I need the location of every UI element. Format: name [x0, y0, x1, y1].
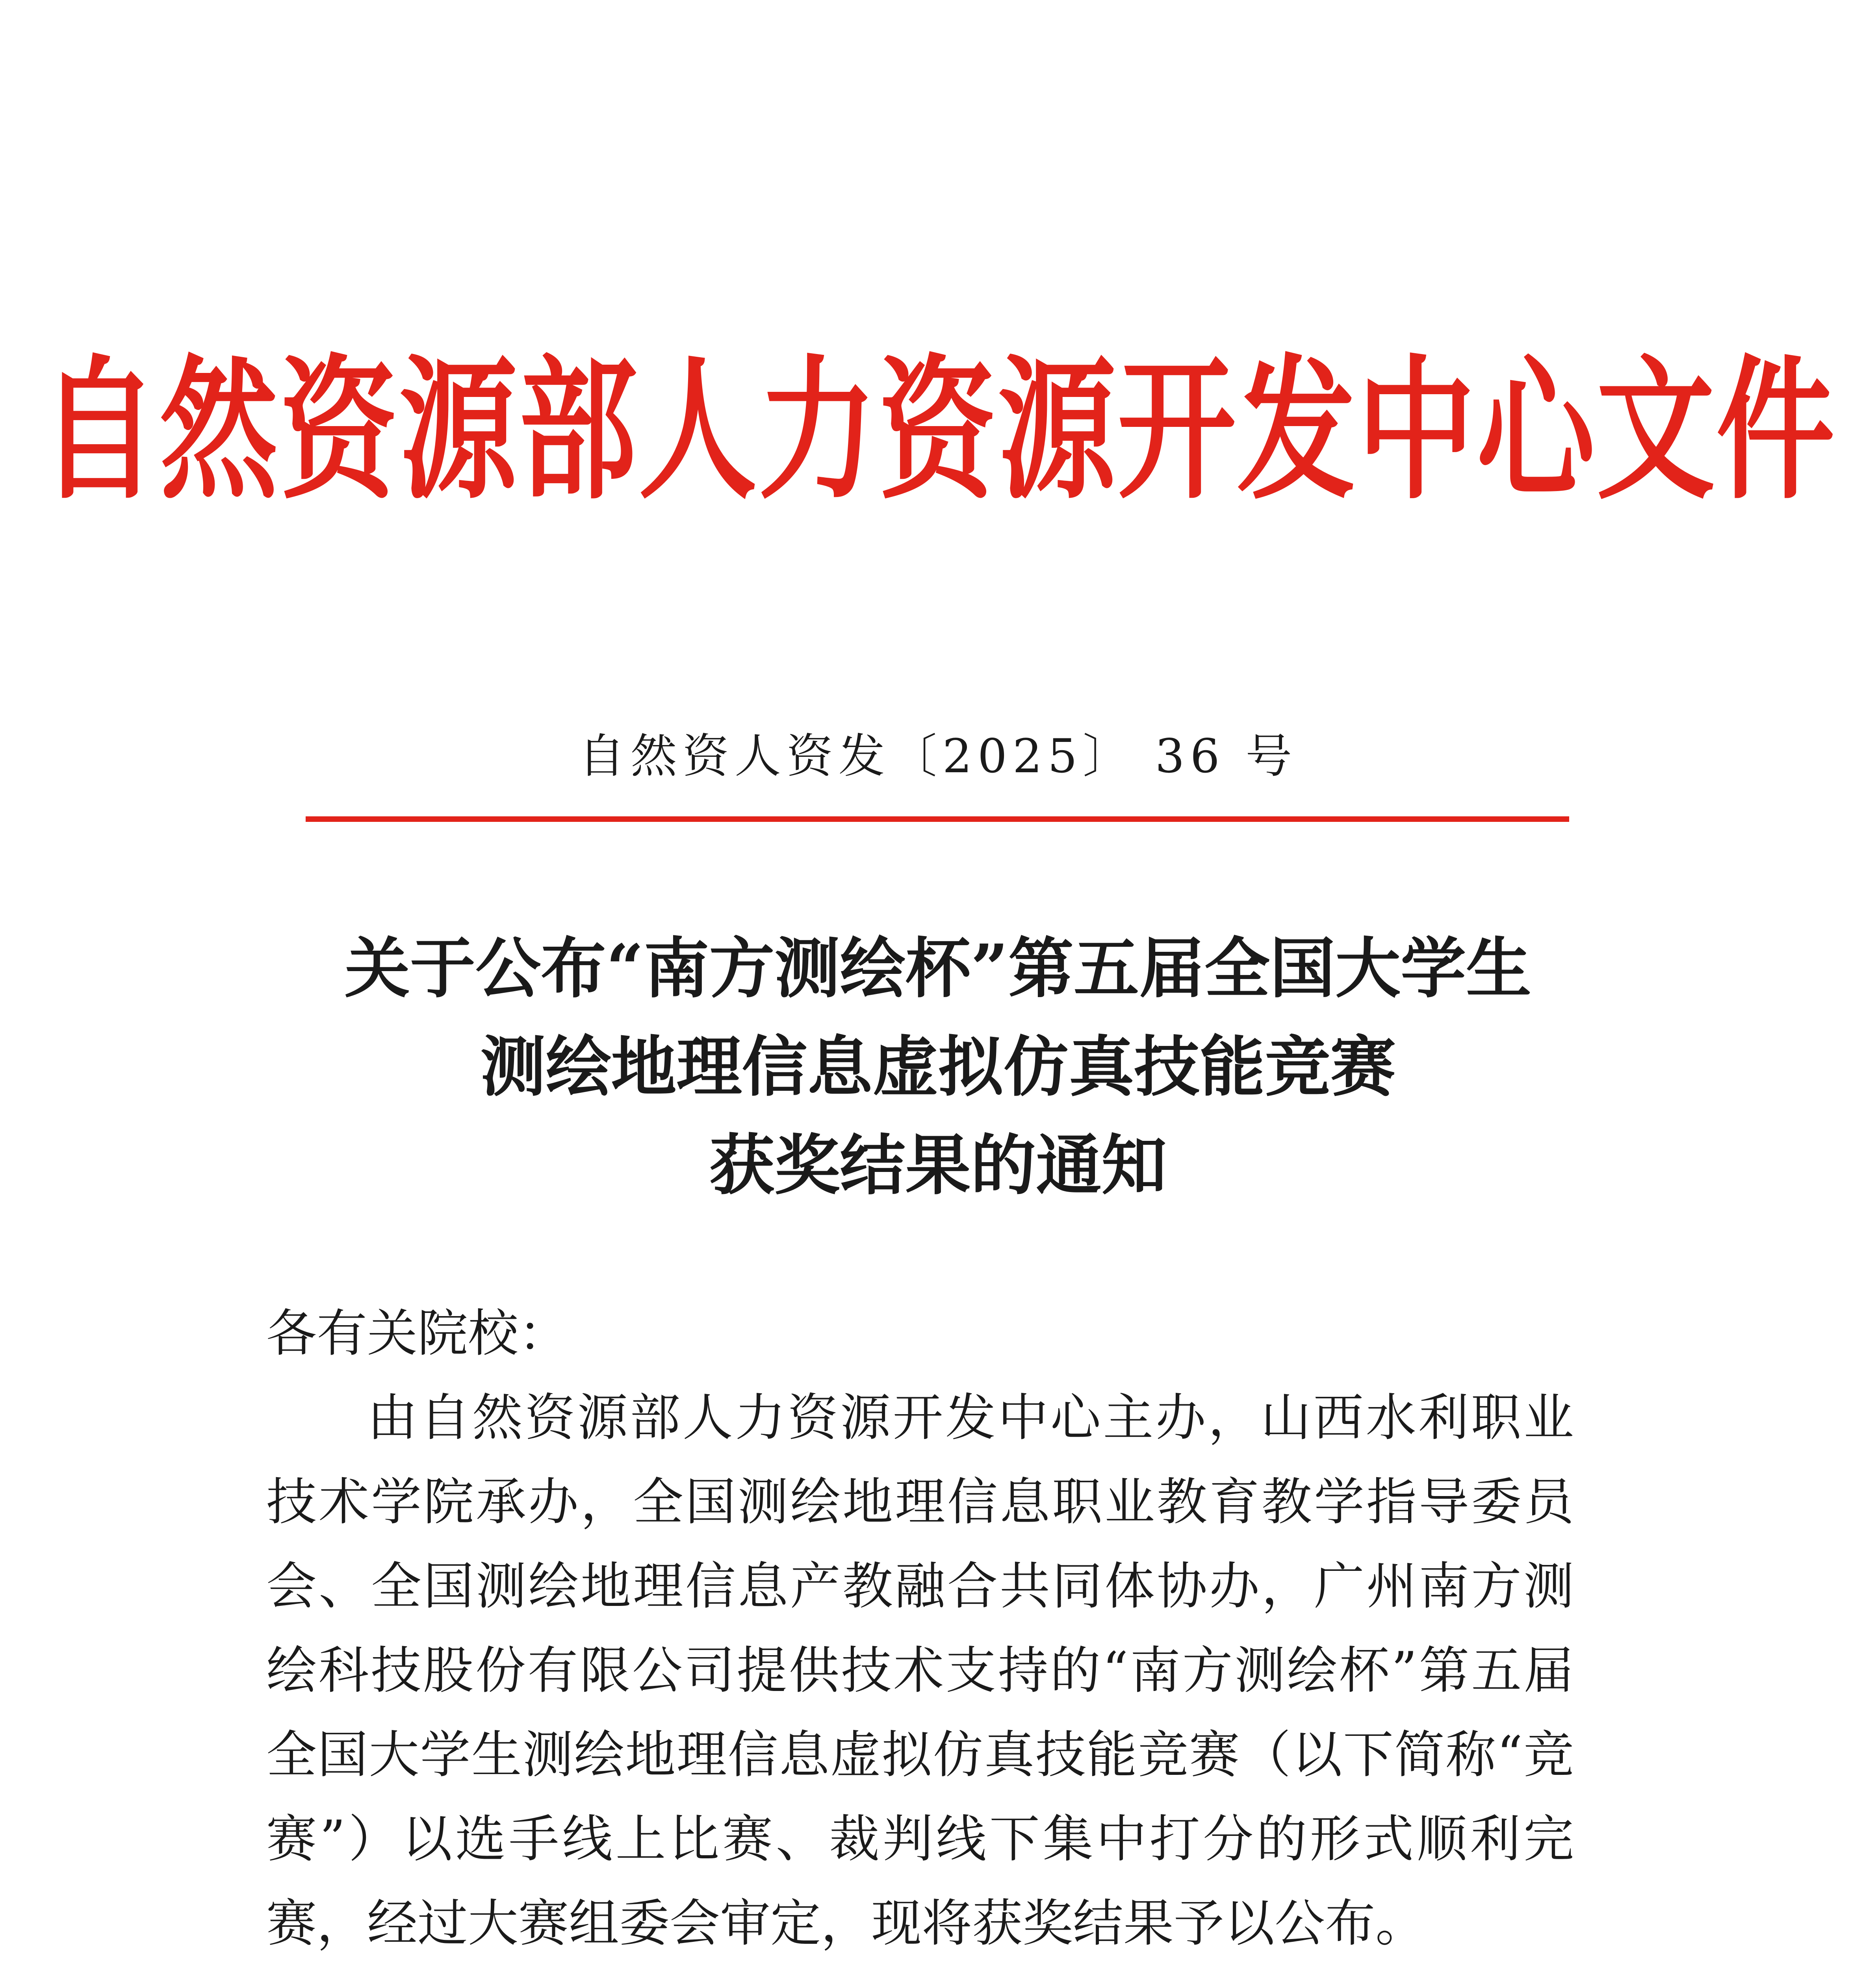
notice-title: [0, 920, 1876, 1215]
salutation: 各有关院校：: [266, 1304, 569, 1363]
body-paragraph: 由自然资源部人力资源开发中心主办，山西水利职业技术学院承办，全国测绘地理信息职业教育教学指导委员会、全国测绘地理信息产教融合共同体协办，广州南方测绘科技股份有限公司提供技术支持的“南方测绘杯”第五届全国大学生测绘地理信息虚拟仿真技能竞赛（以下简称“竞赛”）以选手线上比赛、裁判线下集中打分的形式顺利完赛，经过大赛组委会审定，现将获奖结果予以公布。: [266, 1389, 1574, 1953]
notice-body: [266, 1292, 1574, 1969]
issuer-heading: 自然资源部人力资源开发中心文件: [40, 339, 1836, 520]
title-line: 关于公布“南方测绘杯”第五届全国大学生: [345, 930, 1531, 1007]
document-number: 自然资人资发〔2025〕 36 号: [578, 729, 1298, 783]
title-line: 获奖结果的通知: [709, 1127, 1167, 1204]
red-divider-rule: [306, 816, 1569, 822]
body-paragraph: [266, 1966, 1574, 1969]
title-line: 测绘地理信息虚拟仿真技能竞赛: [480, 1029, 1396, 1105]
